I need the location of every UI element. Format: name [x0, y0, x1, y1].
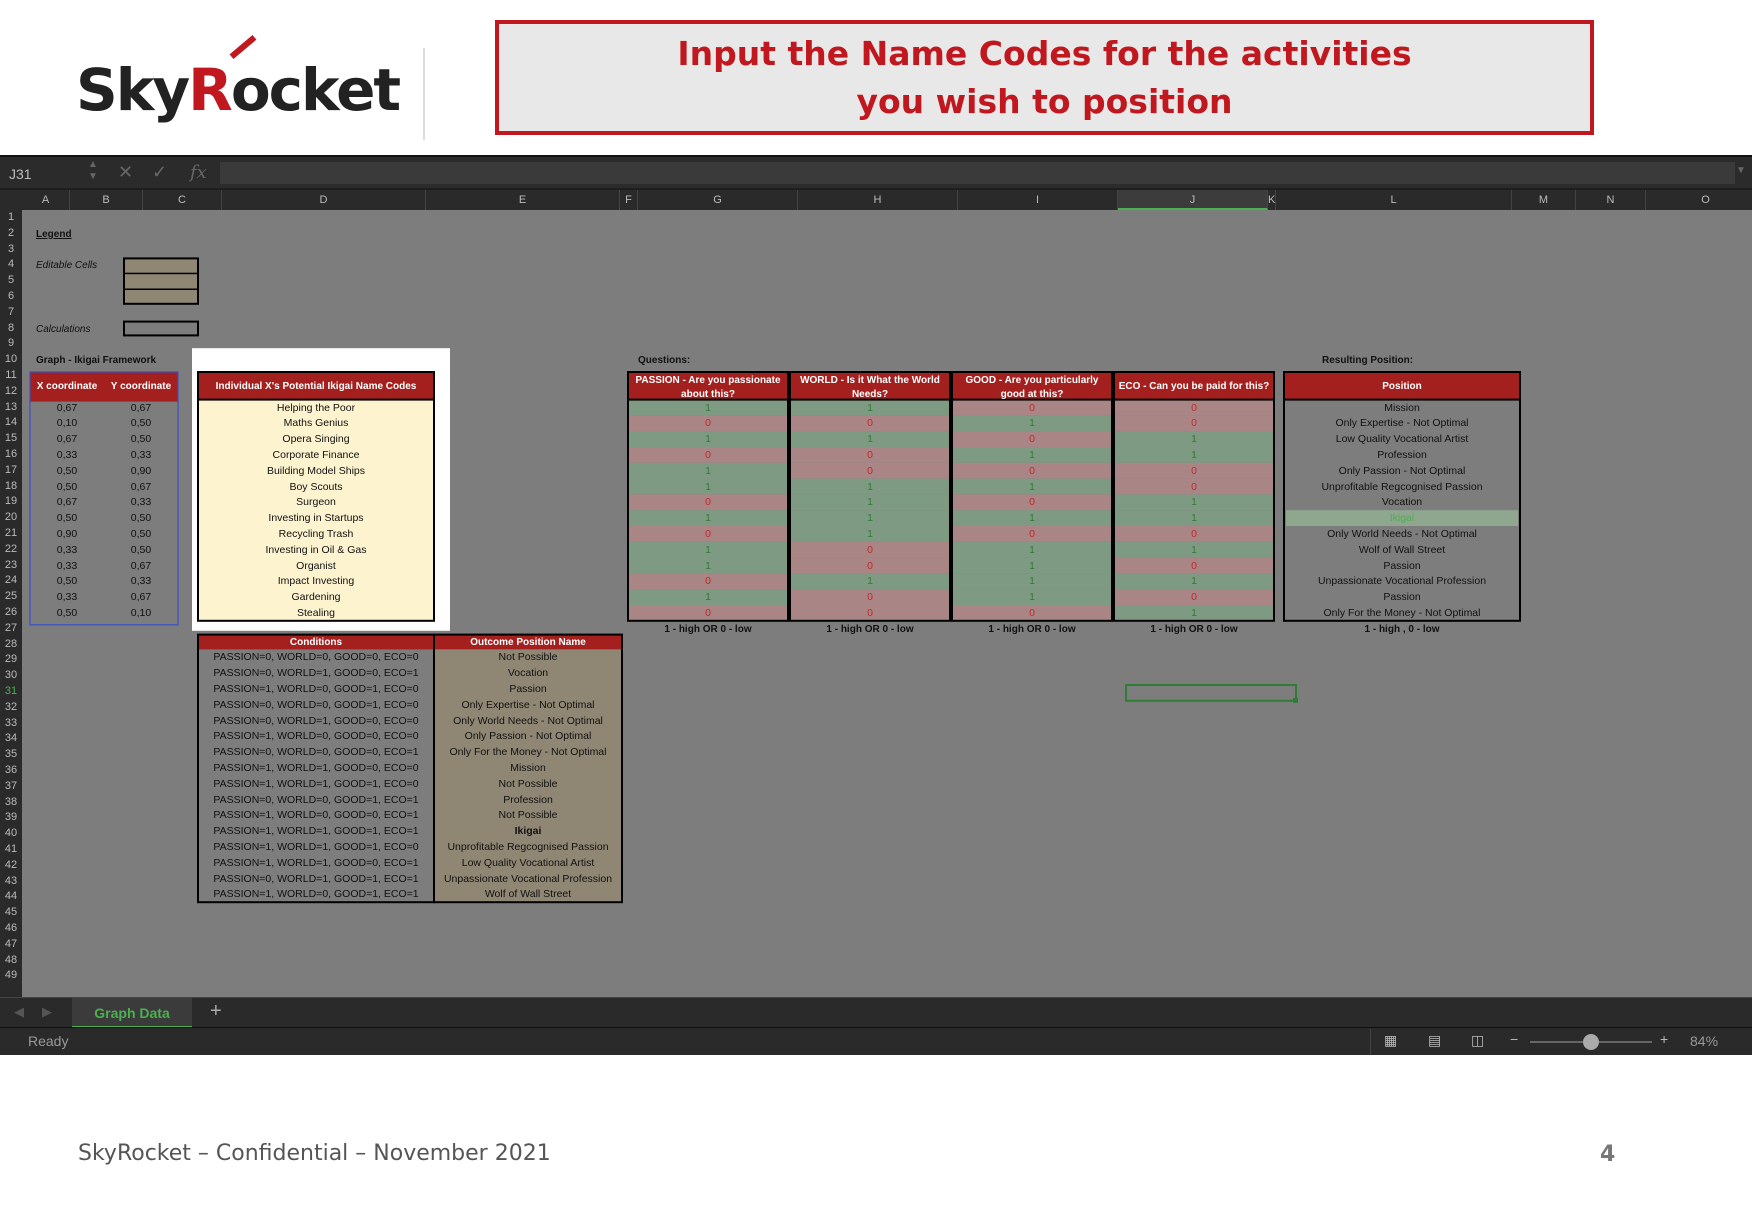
logo-text-ocket: ocket: [230, 56, 400, 124]
legend-line: [124, 273, 198, 274]
row-header-2[interactable]: 2: [7, 226, 15, 239]
column-header-J[interactable]: J: [1118, 190, 1268, 210]
x-coordinate-cell: 0,50: [56, 480, 78, 493]
position-value-cell: Wolf of Wall Street: [1358, 543, 1446, 556]
condition-cell: PASSION=1, WORLD=0, GOOD=0, ECO=0: [213, 730, 419, 743]
page-number: 4: [1600, 1142, 1616, 1167]
row-header-44[interactable]: 44: [4, 890, 18, 903]
position-scale-note: 1 - high , 0 - low: [1364, 623, 1440, 635]
question-value-cell: 1: [1191, 543, 1197, 556]
question-scale-note: 1 - high OR 0 - low: [664, 623, 752, 635]
banner-line-1: Input the Name Codes for the activities: [677, 33, 1412, 73]
column-header-G[interactable]: G: [638, 190, 798, 210]
question-value-cell: 1: [1191, 607, 1197, 619]
logo-text-sky: Sky: [76, 56, 189, 124]
row-header-28[interactable]: 28: [4, 637, 18, 650]
row-header-42[interactable]: 42: [4, 858, 18, 871]
row-header-40[interactable]: 40: [4, 827, 18, 840]
row-header-49[interactable]: 49: [4, 969, 18, 982]
row-header-24[interactable]: 24: [4, 574, 18, 587]
question-value-cell: 1: [867, 528, 873, 540]
question-value-cell: 0: [1029, 528, 1035, 540]
row-header-32[interactable]: 32: [4, 700, 18, 713]
question-header-line-1: ECO - Can you be paid for this?: [1118, 381, 1270, 392]
outcome-cell: Vocation: [507, 667, 549, 680]
row-header-39[interactable]: 39: [4, 811, 18, 824]
y-coordinate-cell: 0,67: [130, 401, 152, 414]
question-value-cell: 0: [1029, 607, 1035, 619]
name-code-cell: Opera Singing: [282, 433, 350, 446]
question-value-cell: 0: [1191, 464, 1197, 477]
question-value-cell: 0: [1191, 480, 1197, 493]
question-value-cell: 0: [1029, 401, 1035, 414]
row-header-41[interactable]: 41: [4, 843, 18, 855]
question-scale-note: 1 - high OR 0 - low: [826, 623, 914, 635]
column-header-N[interactable]: N: [1576, 190, 1646, 210]
question-value-cell: 1: [705, 591, 711, 604]
column-header-D[interactable]: D: [222, 190, 426, 210]
status-text: Ready: [28, 1033, 69, 1049]
y-coordinate-cell: 0,50: [130, 512, 152, 525]
name-code-cell: Surgeon: [296, 496, 336, 509]
question-value-cell: 1: [705, 512, 711, 525]
name-code-cell: Corporate Finance: [272, 449, 360, 461]
question-value-cell: 0: [867, 543, 873, 556]
y-coordinate-cell: 0,10: [130, 607, 152, 619]
x-coordinate-cell: 0,10: [56, 417, 78, 430]
row-header-21[interactable]: 21: [4, 527, 18, 539]
outcome-cell: Ikigai: [514, 825, 542, 838]
row-header-12[interactable]: 12: [4, 384, 18, 397]
x-coordinate-cell: 0,33: [56, 543, 78, 556]
outcome-cell: Only Passion - Not Optimal: [464, 730, 592, 743]
question-value-cell: 1: [705, 559, 711, 572]
x-coordinate-cell: 0,90: [56, 528, 78, 540]
question-value-cell: 1: [1191, 512, 1197, 525]
name-code-cell: Stealing: [297, 607, 335, 619]
question-value-cell: 0: [705, 417, 711, 430]
row-header-30[interactable]: 30: [4, 669, 18, 682]
condition-cell: PASSION=0, WORLD=0, GOOD=0, ECO=0: [213, 651, 419, 664]
question-value-cell: 1: [1191, 433, 1197, 446]
question-value-cell: 0: [867, 607, 873, 619]
name-code-cell: Gardening: [291, 591, 341, 604]
instruction-banner: [495, 20, 1594, 135]
expand-formula-icon[interactable]: ▼: [1736, 165, 1746, 176]
condition-cell: PASSION=1, WORLD=0, GOOD=0, ECO=1: [213, 809, 419, 822]
next-sheet-icon[interactable]: ▶: [42, 1004, 52, 1019]
x-coordinate-cell: 0,50: [56, 512, 78, 525]
question-header-line-2: Needs?: [851, 389, 889, 400]
question-value-cell: 1: [705, 543, 711, 556]
formula-input[interactable]: [220, 162, 1735, 184]
y-coordinate-cell: 0,50: [130, 417, 152, 430]
name-code-cell: Maths Genius: [283, 417, 349, 430]
active-cell-J31: [1126, 685, 1296, 701]
row-header-33[interactable]: 33: [4, 716, 18, 729]
row-header-37[interactable]: 37: [4, 779, 18, 792]
fill-handle: [1293, 698, 1298, 703]
zoom-out-icon[interactable]: −: [1510, 1031, 1519, 1047]
row-header-22[interactable]: 22: [4, 542, 18, 555]
name-code-cell: Organist: [296, 559, 336, 572]
zoom-slider-knob[interactable]: [1583, 1034, 1599, 1050]
column-header-A[interactable]: A: [22, 190, 70, 210]
position-value-cell: Only Passion - Not Optimal: [1338, 464, 1466, 477]
question-value-cell: 0: [867, 449, 873, 461]
column-header-O[interactable]: O: [1646, 190, 1752, 210]
y-coordinate-cell: 0,50: [130, 528, 152, 540]
y-coordinate-cell: 0,50: [130, 543, 152, 556]
zoom-in-icon[interactable]: +: [1660, 1031, 1669, 1047]
name-box[interactable]: J31: [9, 166, 32, 182]
question-value-cell: 1: [1029, 575, 1035, 588]
question-value-cell: 0: [705, 449, 711, 461]
question-value-cell: 1: [867, 496, 873, 509]
column-header-H[interactable]: H: [798, 190, 958, 210]
condition-cell: PASSION=0, WORLD=0, GOOD=1, ECO=1: [213, 793, 419, 806]
row-header-1[interactable]: 1: [7, 211, 15, 223]
questions-title: Questions:: [638, 355, 691, 367]
condition-cell: PASSION=1, WORLD=1, GOOD=0, ECO=0: [213, 762, 419, 774]
question-value-cell: 0: [1029, 433, 1035, 446]
column-header-I[interactable]: I: [958, 190, 1118, 210]
outcome-cell: Not Possible: [498, 651, 558, 664]
question-value-cell: 0: [867, 417, 873, 430]
question-value-cell: 1: [705, 401, 711, 414]
question-value-cell: 1: [1191, 496, 1197, 509]
row-header-17[interactable]: 17: [4, 463, 18, 476]
outcome-cell: Only For the Money - Not Optimal: [449, 746, 607, 759]
name-code-cell: Building Model Ships: [266, 464, 366, 477]
y-coordinate-cell: 0,33: [130, 496, 152, 509]
question-value-cell: 1: [1029, 480, 1035, 493]
position-value-cell: Low Quality Vocational Artist: [1335, 433, 1469, 446]
legend-line: [124, 289, 198, 290]
row-header-38[interactable]: 38: [4, 795, 18, 808]
question-value-cell: 1: [1029, 559, 1035, 572]
question-value-cell: 0: [867, 591, 873, 604]
outcome-cell: Only World Needs - Not Optimal: [453, 714, 603, 727]
condition-cell: PASSION=1, WORLD=0, GOOD=1, ECO=1: [213, 888, 419, 901]
question-header-line-2: good at this?: [1000, 389, 1064, 400]
outcome-cell: Not Possible: [498, 809, 558, 822]
question-value-cell: 0: [1191, 417, 1197, 430]
row-header-27[interactable]: 27: [4, 621, 18, 634]
sheet-tab-bar: [0, 997, 1752, 1027]
question-value-cell: 1: [705, 433, 711, 446]
question-value-cell: 0: [705, 496, 711, 509]
question-header-line-1: WORLD - Is it What the World: [800, 375, 940, 386]
condition-cell: PASSION=1, WORLD=1, GOOD=0, ECO=1: [213, 856, 419, 869]
name-code-cell: Investing in Startups: [268, 512, 364, 525]
cancel-icon[interactable]: ✕: [118, 162, 134, 182]
header-divider: [423, 48, 425, 140]
y-coordinate-cell: 0,33: [130, 449, 152, 461]
question-value-cell: 0: [867, 464, 873, 477]
name-code-cell: Recycling Trash: [278, 528, 354, 540]
banner-line-2: you wish to position: [856, 81, 1233, 121]
conditions-header: Conditions: [289, 636, 343, 648]
row-header-9[interactable]: 9: [7, 337, 15, 350]
condition-cell: PASSION=1, WORLD=1, GOOD=1, ECO=1: [213, 825, 419, 838]
outcome-cell: Wolf of Wall Street: [484, 888, 572, 901]
row-header-15[interactable]: 15: [4, 432, 18, 445]
question-value-cell: 1: [867, 401, 873, 414]
row-header-35[interactable]: 35: [4, 748, 18, 761]
question-value-cell: 0: [1029, 464, 1035, 477]
question-header-line-2: about this?: [681, 389, 735, 400]
position-value-cell: Only Expertise - Not Optimal: [1335, 417, 1469, 430]
column-header-C[interactable]: C: [143, 190, 222, 210]
question-value-cell: 0: [1191, 401, 1197, 414]
normal-view-icon[interactable]: ▦: [1384, 1032, 1398, 1048]
position-value-cell: Passion: [1383, 559, 1421, 572]
status-bar: [0, 1027, 1752, 1055]
name-codes-header: Individual X's Potential Ikigai Name Codes: [215, 381, 417, 392]
row-header-25[interactable]: 25: [4, 590, 18, 603]
footer-confidential: SkyRocket – Confidential – November 2021: [78, 1141, 551, 1166]
column-header-K[interactable]: K: [1268, 190, 1276, 210]
row-header-14[interactable]: 14: [4, 416, 18, 429]
condition-cell: PASSION=0, WORLD=0, GOOD=1, ECO=0: [213, 698, 419, 711]
row-header-16[interactable]: 16: [4, 448, 18, 460]
outcome-header: Outcome Position Name: [470, 636, 586, 648]
question-scale-note: 1 - high OR 0 - low: [988, 623, 1076, 635]
graph-title: Graph - Ikigai Framework: [36, 355, 157, 367]
x-coordinate-header: X coordinate: [36, 381, 98, 392]
question-value-cell: 1: [1029, 417, 1035, 430]
row-header-26[interactable]: 26: [4, 606, 18, 618]
row-header-46[interactable]: 46: [4, 922, 18, 934]
formula-bar: [0, 155, 1752, 188]
condition-cell: PASSION=0, WORLD=0, GOOD=0, ECO=1: [213, 746, 419, 759]
question-value-cell: 1: [867, 512, 873, 525]
row-header-29[interactable]: 29: [4, 653, 18, 666]
prev-sheet-icon[interactable]: ◀: [14, 1004, 24, 1019]
function-icon[interactable]: fx: [190, 162, 207, 183]
question-value-cell: 0: [705, 575, 711, 588]
page-break-icon[interactable]: ◫: [1471, 1032, 1485, 1048]
question-value-cell: 1: [1029, 512, 1035, 525]
page-layout-icon[interactable]: ▤: [1428, 1032, 1442, 1048]
spreadsheet-window: [0, 155, 1752, 1055]
x-coordinate-cell: 0,33: [56, 559, 78, 572]
question-value-cell: 1: [1029, 543, 1035, 556]
legend-editable-label: Editable Cells: [36, 260, 98, 272]
name-box-stepper-icon[interactable]: ▲ ▼: [88, 159, 98, 182]
column-header-E[interactable]: E: [426, 190, 620, 210]
question-value-cell: 1: [1191, 575, 1197, 588]
question-header-line-1: GOOD - Are you particularly: [965, 375, 1099, 386]
column-headers: [0, 190, 1752, 210]
row-header-19[interactable]: 19: [4, 495, 18, 508]
position-value-cell: Only World Needs - Not Optimal: [1327, 528, 1477, 540]
y-coordinate-cell: 0,90: [130, 464, 152, 477]
row-headers: [0, 210, 22, 1000]
y-coordinate-cell: 0,67: [130, 480, 152, 493]
legend-editable-swatch: [124, 258, 198, 303]
row-header-20[interactable]: 20: [4, 511, 18, 524]
row-header-11[interactable]: 11: [5, 369, 17, 381]
question-value-cell: 1: [1029, 449, 1035, 461]
skyrocket-logo: [76, 38, 400, 138]
condition-cell: PASSION=1, WORLD=0, GOOD=1, ECO=0: [213, 683, 419, 695]
x-coordinate-cell: 0,33: [56, 449, 78, 461]
row-header-6[interactable]: 6: [7, 290, 15, 302]
outcome-cell: Low Quality Vocational Artist: [461, 856, 595, 869]
position-value-cell: Unprofitable Regcognised Passion: [1321, 480, 1483, 493]
column-header-L[interactable]: L: [1276, 190, 1512, 210]
question-header-line-1: PASSION - Are you passionate: [635, 375, 781, 386]
x-coordinate-cell: 0,33: [56, 591, 78, 604]
legend-calculations-label: Calculations: [36, 323, 91, 335]
question-value-cell: 1: [705, 464, 711, 477]
position-value-cell: Ikigai: [1389, 512, 1415, 525]
name-code-cell: Helping the Poor: [276, 401, 356, 414]
sheet-grid[interactable]: [22, 210, 1752, 1000]
y-coordinate-cell: 0,50: [130, 433, 152, 446]
position-value-cell: Mission: [1384, 401, 1420, 414]
row-header-5[interactable]: 5: [7, 274, 15, 287]
condition-cell: PASSION=0, WORLD=1, GOOD=0, ECO=0: [213, 714, 419, 727]
position-value-cell: Unpassionate Vocational Profession: [1317, 575, 1487, 588]
question-value-cell: 1: [867, 433, 873, 446]
result-title: Resulting Position:: [1322, 355, 1414, 367]
y-coordinate-header: Y coordinate: [110, 381, 172, 392]
question-value-cell: 0: [705, 607, 711, 619]
y-coordinate-cell: 0,67: [130, 591, 152, 604]
position-value-cell: Profession: [1377, 449, 1427, 461]
position-value-cell: Passion: [1383, 591, 1421, 604]
legend-title: Legend: [36, 228, 72, 240]
row-header-7[interactable]: 7: [7, 305, 15, 318]
position-value-cell: Vocation: [1381, 496, 1423, 509]
row-header-10[interactable]: 10: [4, 353, 18, 366]
name-code-cell: Boy Scouts: [289, 480, 343, 493]
question-value-cell: 1: [867, 575, 873, 588]
row-header-47[interactable]: 47: [4, 937, 18, 950]
sheet-tab-graph-data[interactable]: Graph Data: [72, 998, 192, 1028]
outcome-cell: Unpassionate Vocational Profession: [443, 872, 613, 885]
row-header-23[interactable]: 23: [4, 558, 18, 571]
name-code-cell: Investing in Oil & Gas: [265, 543, 367, 556]
row-header-45[interactable]: 45: [4, 906, 18, 919]
question-value-cell: 1: [867, 480, 873, 493]
question-value-cell: 1: [1029, 591, 1035, 604]
row-header-18[interactable]: 18: [4, 479, 18, 492]
row-header-8[interactable]: 8: [7, 321, 15, 334]
row-header-43[interactable]: 43: [4, 874, 18, 887]
question-value-cell: 0: [1191, 528, 1197, 540]
row-header-48[interactable]: 48: [4, 953, 18, 966]
row-header-3[interactable]: 3: [7, 242, 15, 255]
x-coordinate-cell: 0,50: [56, 464, 78, 477]
row-header-34[interactable]: 34: [4, 732, 18, 745]
column-header-B[interactable]: B: [70, 190, 143, 210]
x-coordinate-cell: 0,67: [56, 401, 78, 414]
enter-check-icon[interactable]: ✓: [152, 162, 168, 182]
question-value-cell: 1: [705, 480, 711, 493]
question-value-cell: 0: [1029, 496, 1035, 509]
condition-cell: PASSION=1, WORLD=1, GOOD=1, ECO=0: [213, 841, 419, 853]
x-coordinate-cell: 0,50: [56, 607, 78, 619]
condition-cell: PASSION=0, WORLD=1, GOOD=1, ECO=1: [213, 872, 419, 885]
question-value-cell: 1: [1191, 449, 1197, 461]
question-value-cell: 0: [705, 528, 711, 540]
add-sheet-button[interactable]: +: [210, 1000, 222, 1022]
question-value-cell: 0: [1191, 559, 1197, 572]
row-header-31[interactable]: 31: [4, 685, 18, 697]
condition-cell: PASSION=0, WORLD=1, GOOD=0, ECO=1: [213, 667, 419, 680]
logo-text-r: R: [188, 56, 231, 124]
position-header: Position: [1382, 381, 1422, 392]
y-coordinate-cell: 0,33: [130, 575, 152, 588]
legend-calculations-swatch: [124, 322, 198, 336]
question-value-cell: 0: [867, 559, 873, 572]
row-header-36[interactable]: 36: [4, 764, 18, 776]
row-header-4[interactable]: 4: [7, 258, 15, 271]
outcome-cell: Unprofitable Regcognised Passion: [447, 841, 609, 853]
question-scale-note: 1 - high OR 0 - low: [1150, 623, 1238, 635]
x-coordinate-cell: 0,67: [56, 496, 78, 509]
condition-cell: PASSION=1, WORLD=1, GOOD=1, ECO=0: [213, 777, 419, 790]
column-header-F[interactable]: F: [620, 190, 638, 210]
outcome-cell: Not Possible: [498, 777, 558, 790]
x-coordinate-cell: 0,67: [56, 433, 78, 446]
zoom-level[interactable]: 84%: [1690, 1033, 1719, 1049]
position-value-cell: Only For the Money - Not Optimal: [1323, 607, 1481, 619]
outcome-cell: Passion: [509, 683, 547, 695]
name-code-cell: Impact Investing: [277, 575, 355, 588]
row-header-13[interactable]: 13: [4, 400, 18, 413]
outcome-cell: Only Expertise - Not Optimal: [461, 698, 595, 711]
x-coordinate-cell: 0,50: [56, 575, 78, 588]
y-coordinate-cell: 0,67: [130, 559, 152, 572]
outcome-cell: Mission: [510, 762, 546, 774]
outcome-cell: Profession: [503, 793, 553, 806]
column-header-M[interactable]: M: [1512, 190, 1576, 210]
question-value-cell: 0: [1191, 591, 1197, 604]
